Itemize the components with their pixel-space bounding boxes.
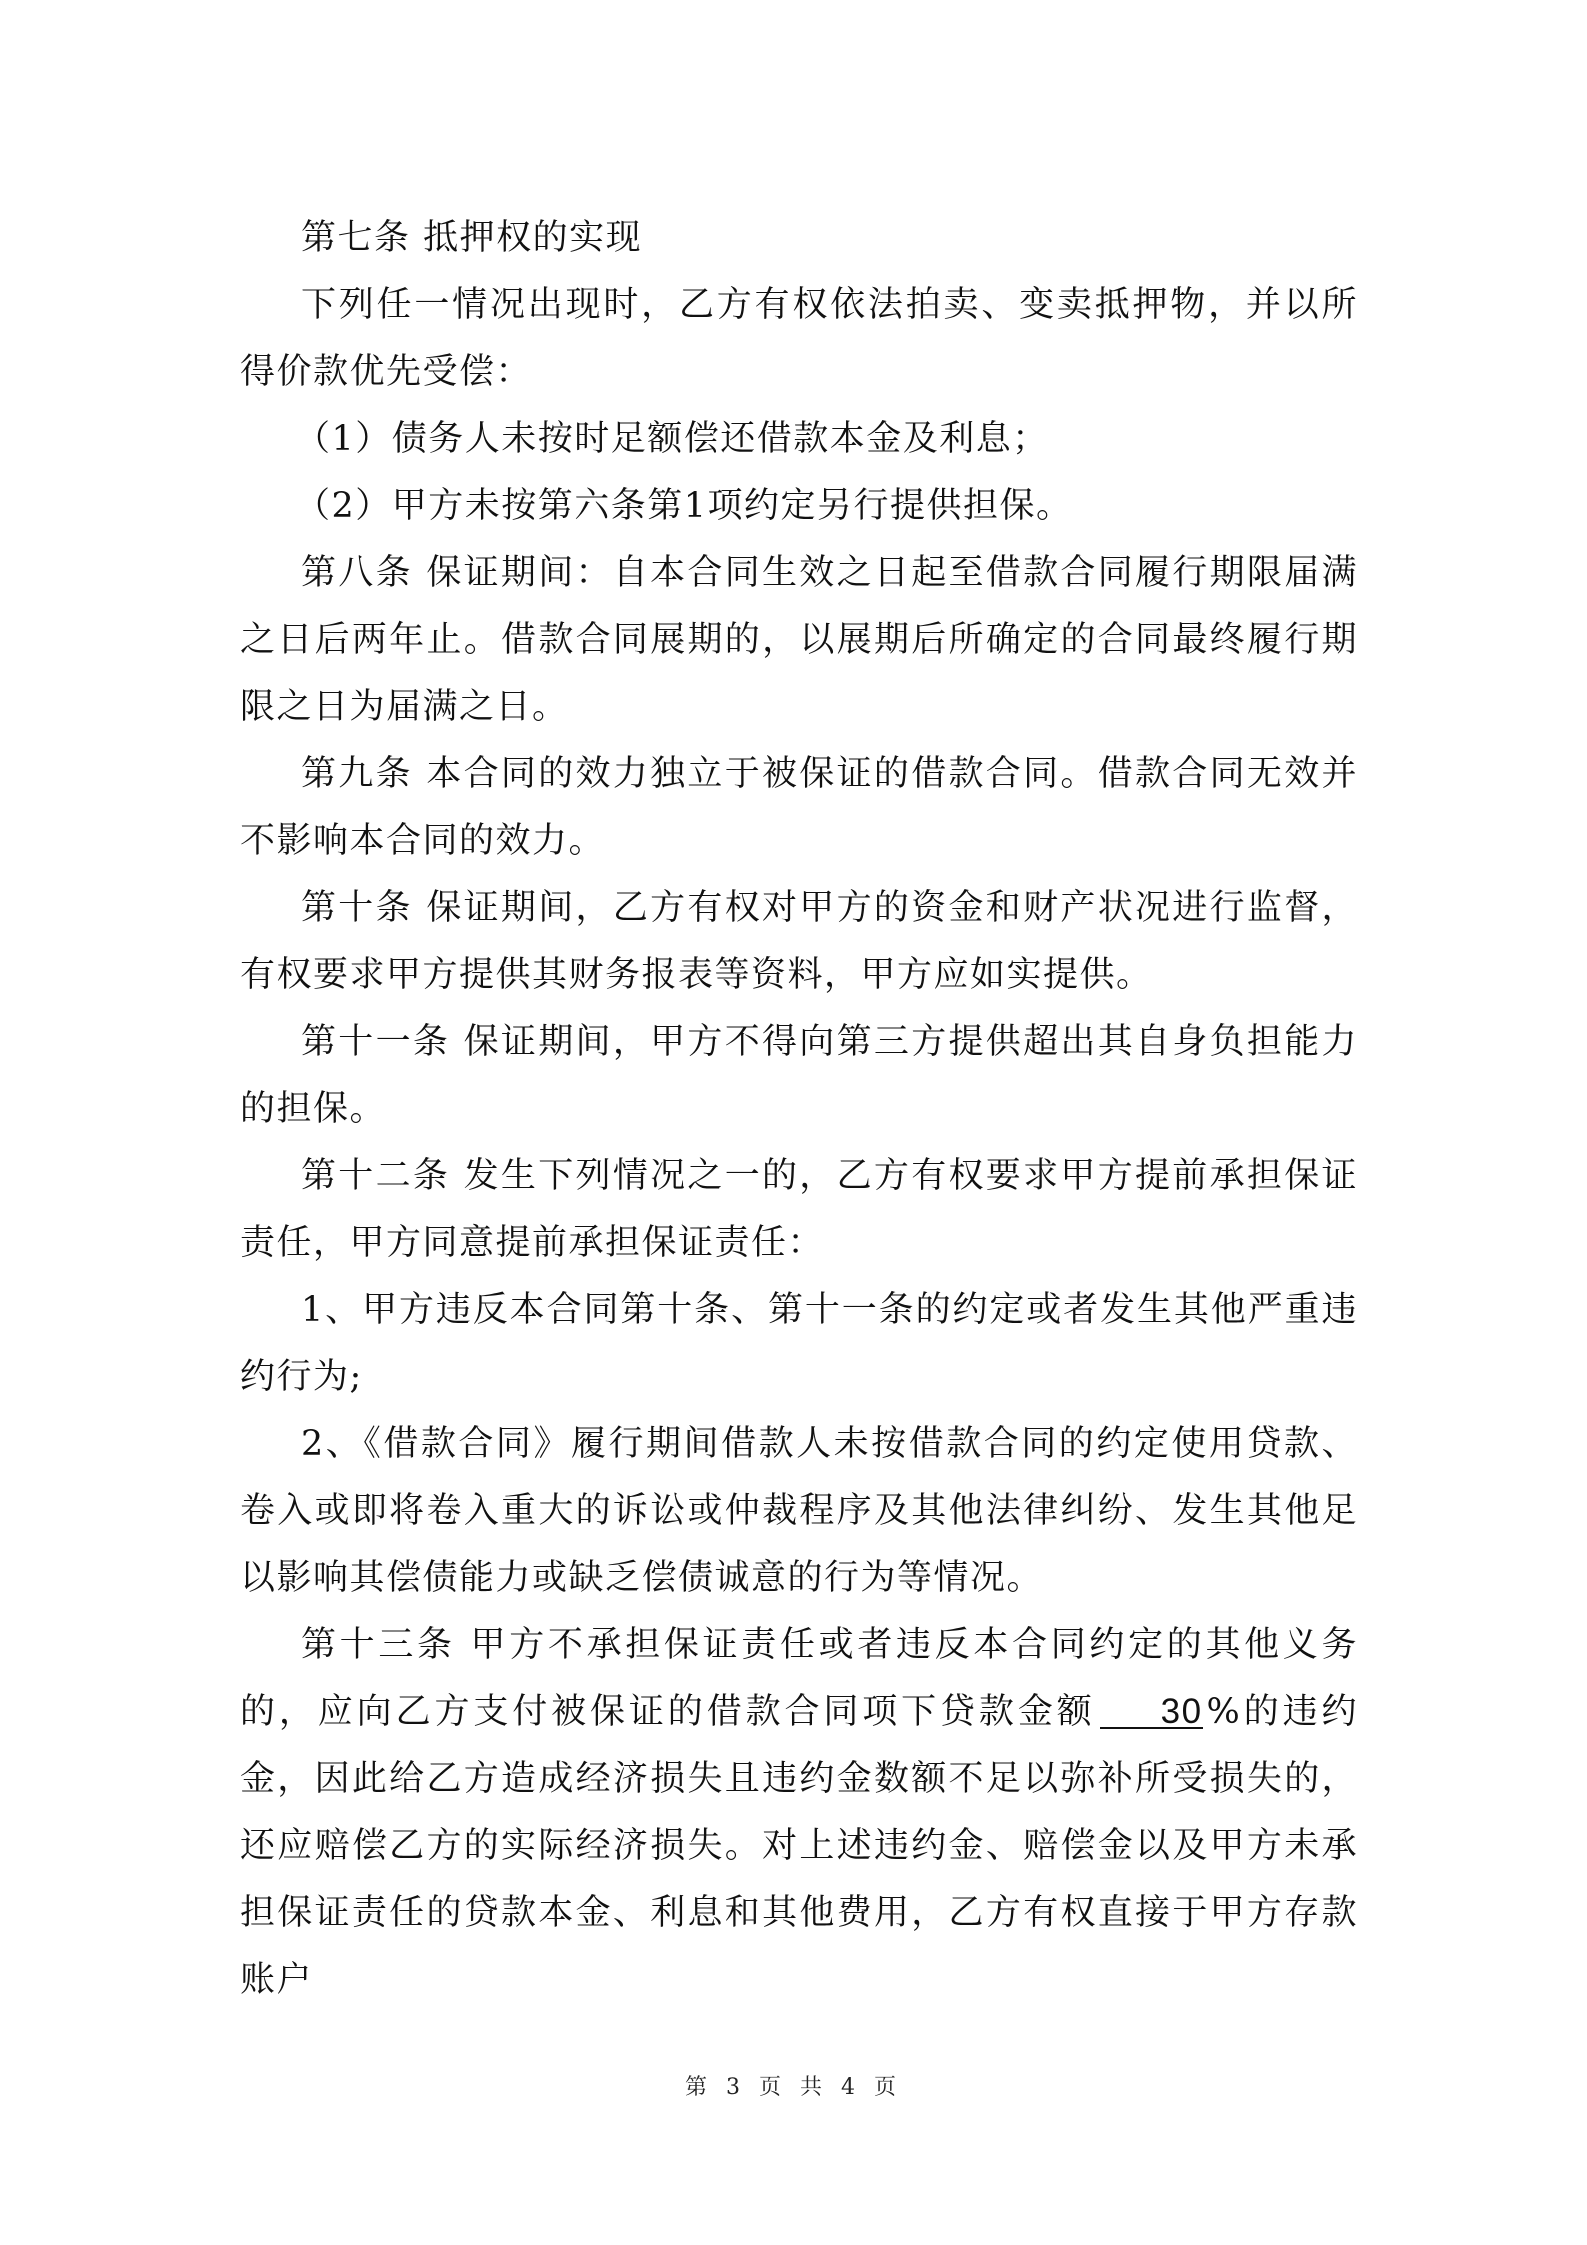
article8-paragraph: 第八条 保证期间：自本合同生效之日起至借款合同履行期限届满之日后两年止。借款合同展期的，以展期后所确定的合同最终履行期限之日为届满之日。 [240,553,1358,727]
article7-item2: （2）甲方未按第六条第1项约定另行提供担保。 [295,486,1073,526]
page-footer: 第 3 页 共 4 页 [685,2075,902,2100]
article11-paragraph: 第十一条 保证期间，甲方不得向第三方提供超出其自身负担能力的担保。 [240,1022,1358,1129]
document-body [240,205,1358,2014]
article12-item2: 2、《借款合同》履行期间借款人未按借款合同的约定使用贷款、卷入或即将卷入重大的诉讼或仲裁程序及其他法律纠纷、发生其他足以影响其偿债能力或缺乏偿债诚意的行为等情况。 [240,1424,1358,1598]
article13-text-part2: %的违约金，因此给乙方造成经济损失且违约金数额不足以弥补所受损失的，还应赔偿乙方的实际经济损失。对上述违约金、赔偿金以及甲方未承担保证责任的贷款本金、利息和其他费用，乙方有权直接于甲方存款账户 [240,1692,1358,2000]
article13-text-part1: 第十三条 甲方不承担保证责任或者违反本合同约定的其他义务的，应向乙方支付被保证的借款合同项下贷款金额 [240,1625,1358,1732]
article7-title: 第七条 抵押权的实现 [301,218,643,258]
article12-paragraph: 第十二条 发生下列情况之一的，乙方有权要求甲方提前承担保证责任，甲方同意提前承担保证责任： [240,1156,1358,1263]
article7-item1: （1）债务人未按时足额偿还借款本金及利息； [295,419,1049,459]
article13-paragraph [240,1612,1358,2014]
article12-item1: 1、甲方违反本合同第十条、第十一条的约定或者发生其他严重违约行为; [240,1290,1358,1397]
article7-intro: 下列任一情况出现时，乙方有权依法拍卖、变卖抵押物，并以所得价款优先受偿： [240,285,1358,392]
article10-paragraph: 第十条 保证期间，乙方有权对甲方的资金和财产状况进行监督，有权要求甲方提供其财务报表等资料，甲方应如实提供。 [240,888,1358,995]
penalty-rate-blank: 30 [1100,1697,1203,1729]
article9-paragraph: 第九条 本合同的效力独立于被保证的借款合同。借款合同无效并不影响本合同的效力。 [240,754,1358,861]
